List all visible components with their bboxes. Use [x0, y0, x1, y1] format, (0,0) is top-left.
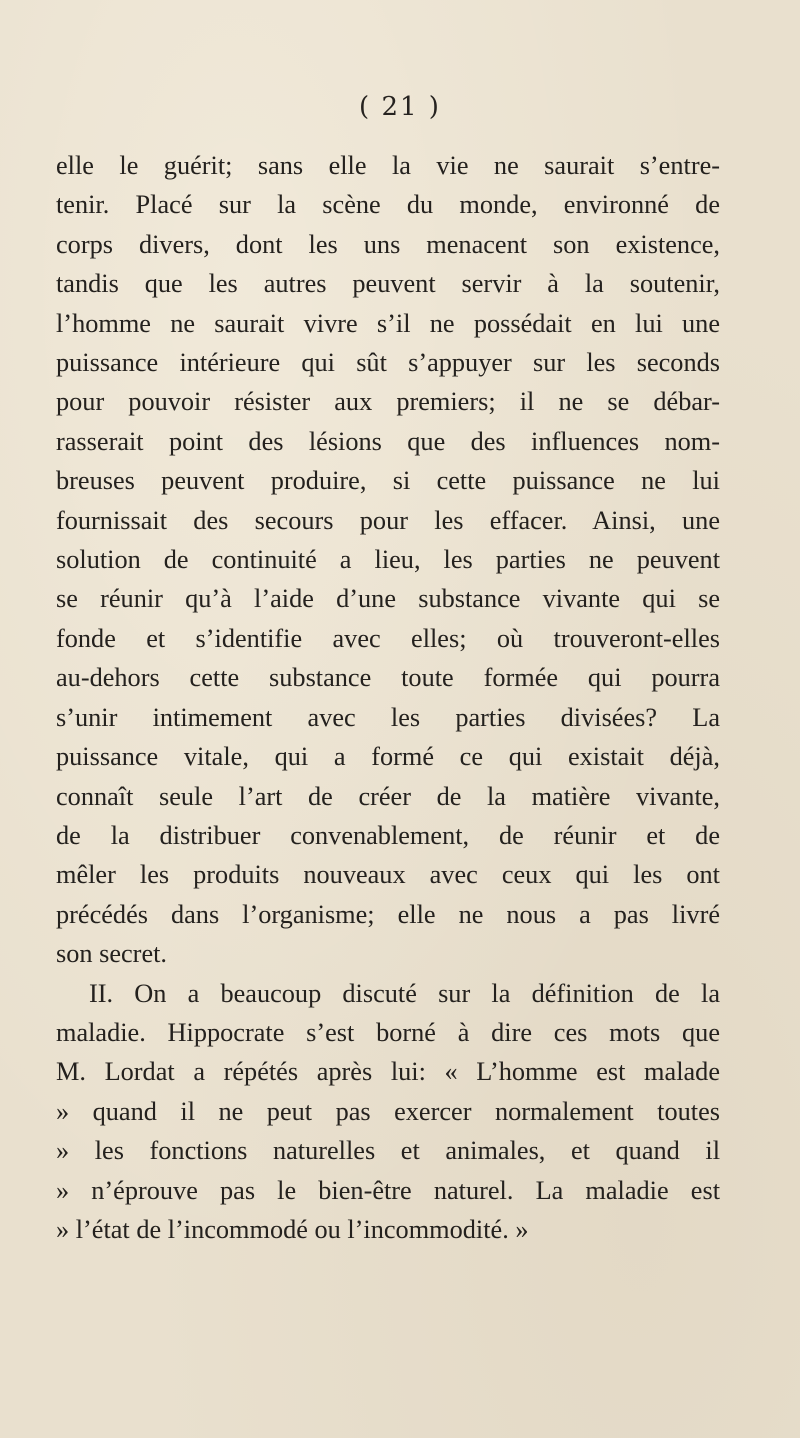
text-line: au-dehors cette substance toute formée qui pourra	[56, 663, 720, 693]
text-line: breuses peuvent produire, si cette puissance ne lui	[56, 466, 720, 496]
text-line: s’unir intimement avec les parties divisées? La	[56, 702, 720, 732]
text-line: tandis que les autres peuvent servir à la soutenir,	[56, 269, 720, 299]
text-line: son secret.	[56, 939, 167, 969]
text-line: maladie. Hippocrate s’est borné à dire ces mots que	[56, 1017, 720, 1047]
text-line: puissance vitale, qui a formé ce qui existait déjà,	[56, 742, 720, 772]
text-line: » quand il ne peut pas exercer normalement toutes	[56, 1096, 720, 1126]
text-line: mêler les produits nouveaux avec ceux qui les ont	[56, 860, 720, 890]
text-line: pour pouvoir résister aux premiers; il ne se débar-	[56, 387, 720, 417]
text-line: elle le guérit; sans elle la vie ne saurait s’entre-	[56, 151, 720, 180]
text-line: fonde et s’identifie avec elles; où trouveront-elles	[56, 623, 720, 653]
text-line: fournissait des secours pour les effacer. Ainsi, une	[56, 505, 720, 535]
text-line: » les fonctions naturelles et animales, et quand il	[56, 1136, 720, 1166]
text-line: tenir. Placé sur la scène du monde, environné de	[56, 190, 720, 220]
text-line: rasserait point des lésions que des influences nom-	[56, 426, 720, 456]
text-line: corps divers, dont les uns menacent son existence,	[56, 229, 720, 259]
text-line: » l’état de l’incommodé ou l’incommodité. »	[56, 1214, 529, 1244]
text-line: solution de continuité a lieu, les parties ne peuvent	[56, 545, 720, 575]
text-line: » n’éprouve pas le bien-être naturel. La maladie est	[56, 1175, 720, 1205]
text-line: puissance intérieure qui sût s’appuyer sur les seconds	[56, 348, 720, 378]
text-line: l’homme ne saurait vivre s’il ne possédait en lui une	[56, 308, 720, 338]
text-line: de la distribuer convenablement, de réunir et de	[56, 820, 720, 850]
page-number: ( 21 )	[359, 92, 441, 122]
text-line: précédés dans l’organisme; elle ne nous a pas livré	[56, 899, 720, 929]
text-line: se réunir qu’à l’aide d’une substance vivante qui se	[56, 584, 720, 614]
text-line: M. Lordat a répétés après lui: « L’homme est malade	[56, 1057, 720, 1087]
text-line: II. On a beaucoup discuté sur la définition de la	[89, 978, 720, 1008]
text-line: connaît seule l’art de créer de la matière vivante,	[56, 781, 720, 811]
body-text	[56, 146, 720, 1249]
paragraph-1	[56, 146, 720, 974]
paragraph-2	[56, 974, 720, 1250]
